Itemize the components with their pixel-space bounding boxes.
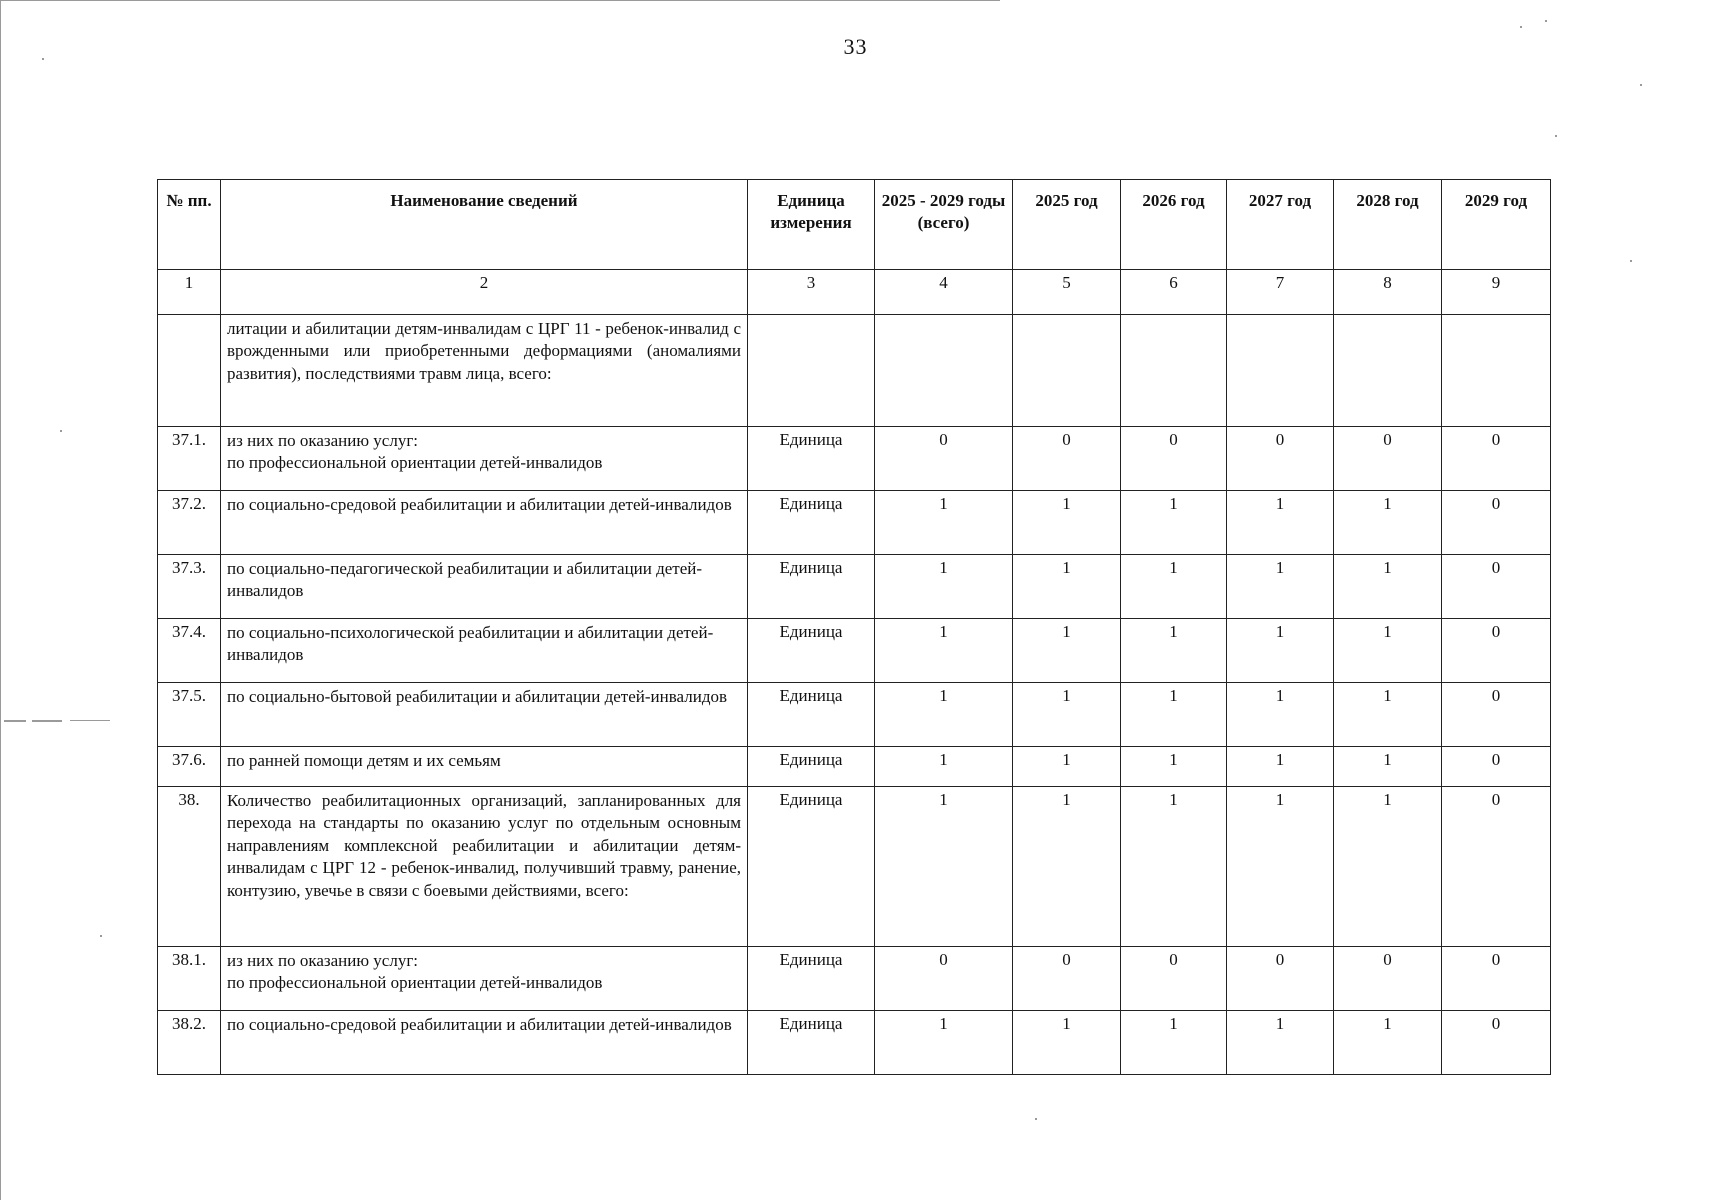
row-value-year: 0 <box>1121 427 1227 491</box>
row-value-year: 0 <box>1013 427 1121 491</box>
scan-dot <box>42 58 44 60</box>
row-value-total: 1 <box>875 555 1013 619</box>
table-row <box>158 491 1551 555</box>
scan-dot <box>1630 260 1632 262</box>
row-value-year: 0 <box>1121 947 1227 1011</box>
row-unit: Единица <box>748 555 875 619</box>
row-value-year <box>1013 315 1121 427</box>
column-index-row <box>158 270 1551 315</box>
column-index: 6 <box>1121 270 1227 315</box>
table-row <box>158 787 1551 947</box>
row-value-year: 1 <box>1227 619 1334 683</box>
scan-dash <box>32 720 62 722</box>
row-unit: Единица <box>748 747 875 787</box>
row-value-year: 1 <box>1013 747 1121 787</box>
row-value-total: 1 <box>875 787 1013 947</box>
page-number: 33 <box>843 34 868 59</box>
scan-border-line <box>0 0 1000 1</box>
table-row <box>158 315 1551 427</box>
row-number: 37.6. <box>158 747 221 787</box>
scan-dot <box>1555 135 1557 137</box>
header-unit: Единица измерения <box>748 180 875 270</box>
data-table <box>157 179 1551 1075</box>
row-value-total <box>875 315 1013 427</box>
row-value-year: 1 <box>1013 1011 1121 1075</box>
row-value-year: 1 <box>1227 1011 1334 1075</box>
row-number: 37.4. <box>158 619 221 683</box>
column-index: 2 <box>221 270 748 315</box>
row-name: из них по оказанию услуг: по профессиональной ориентации детей-инвалидов <box>221 427 748 491</box>
row-value-year: 1 <box>1334 491 1442 555</box>
row-number <box>158 315 221 427</box>
table-row <box>158 619 1551 683</box>
row-value-year <box>1121 315 1227 427</box>
header-2027: 2027 год <box>1227 180 1334 270</box>
row-value-year: 1 <box>1121 683 1227 747</box>
row-value-year: 1 <box>1227 555 1334 619</box>
row-number: 38. <box>158 787 221 947</box>
row-value-year: 0 <box>1442 555 1551 619</box>
header-name: Наименование сведений <box>221 180 748 270</box>
row-unit: Единица <box>748 427 875 491</box>
table-row <box>158 947 1551 1011</box>
table-row <box>158 683 1551 747</box>
row-name: по социально-психологической реабилитации и абилитации детей-инвалидов <box>221 619 748 683</box>
row-unit: Единица <box>748 1011 875 1075</box>
row-name: по социально-педагогической реабилитации и абилитации детей-инвалидов <box>221 555 748 619</box>
row-value-year: 1 <box>1121 787 1227 947</box>
row-value-year: 0 <box>1442 787 1551 947</box>
row-value-year: 1 <box>1334 747 1442 787</box>
row-name: литации и абилитации детям-инвалидам с ЦРГ 11 - ребенок-инвалид с врожденными или приобретенными деформациями (аномалиями развития), последствиями травм лица, всего: <box>221 315 748 427</box>
row-value-year: 1 <box>1334 683 1442 747</box>
row-name: по социально-средовой реабилитации и абилитации детей-инвалидов <box>221 1011 748 1075</box>
row-value-year: 1 <box>1121 747 1227 787</box>
row-value-year: 0 <box>1442 491 1551 555</box>
header-num: № пп. <box>158 180 221 270</box>
row-value-year: 1 <box>1227 491 1334 555</box>
row-number: 37.1. <box>158 427 221 491</box>
row-value-year: 0 <box>1442 683 1551 747</box>
scan-border-line <box>0 0 1 1200</box>
table-row <box>158 555 1551 619</box>
row-value-year: 1 <box>1013 787 1121 947</box>
table-row <box>158 427 1551 491</box>
row-number: 38.2. <box>158 1011 221 1075</box>
row-name: по социально-бытовой реабилитации и абилитации детей-инвалидов <box>221 683 748 747</box>
row-value-year: 1 <box>1121 555 1227 619</box>
scan-dot <box>100 935 102 937</box>
row-number: 37.5. <box>158 683 221 747</box>
scan-dash <box>70 720 110 721</box>
row-value-total: 0 <box>875 427 1013 491</box>
column-index: 8 <box>1334 270 1442 315</box>
row-value-year: 0 <box>1442 427 1551 491</box>
row-unit: Единица <box>748 947 875 1011</box>
row-unit: Единица <box>748 787 875 947</box>
header-2028: 2028 год <box>1334 180 1442 270</box>
row-value-total: 1 <box>875 619 1013 683</box>
scan-dot <box>1520 26 1522 28</box>
scan-dot <box>1640 84 1642 86</box>
scan-dot <box>60 430 62 432</box>
row-value-year <box>1227 315 1334 427</box>
scan-dash <box>4 720 26 722</box>
row-number: 37.2. <box>158 491 221 555</box>
row-value-year: 0 <box>1442 619 1551 683</box>
header-2025: 2025 год <box>1013 180 1121 270</box>
row-value-year: 0 <box>1442 947 1551 1011</box>
row-value-year: 1 <box>1227 683 1334 747</box>
row-name: по ранней помощи детям и их семьям <box>221 747 748 787</box>
row-value-year: 1 <box>1334 787 1442 947</box>
row-unit: Единица <box>748 683 875 747</box>
table-row <box>158 747 1551 787</box>
column-index: 1 <box>158 270 221 315</box>
column-index: 9 <box>1442 270 1551 315</box>
scan-dot <box>1545 20 1547 22</box>
column-index: 5 <box>1013 270 1121 315</box>
row-value-year: 0 <box>1334 427 1442 491</box>
row-value-year: 0 <box>1013 947 1121 1011</box>
row-value-year: 1 <box>1013 619 1121 683</box>
row-value-year: 1 <box>1121 491 1227 555</box>
scan-dot <box>1035 1118 1037 1120</box>
header-2026: 2026 год <box>1121 180 1227 270</box>
row-value-year: 1 <box>1227 787 1334 947</box>
row-unit: Единица <box>748 619 875 683</box>
row-name: по социально-средовой реабилитации и абилитации детей-инвалидов <box>221 491 748 555</box>
column-index: 7 <box>1227 270 1334 315</box>
row-value-year: 0 <box>1227 427 1334 491</box>
row-value-year: 1 <box>1334 619 1442 683</box>
row-value-year: 0 <box>1442 747 1551 787</box>
row-value-year: 1 <box>1334 555 1442 619</box>
row-value-total: 1 <box>875 683 1013 747</box>
row-value-year: 1 <box>1013 555 1121 619</box>
header-total: 2025 - 2029 годы (всего) <box>875 180 1013 270</box>
row-unit: Единица <box>748 491 875 555</box>
column-index: 3 <box>748 270 875 315</box>
row-value-year: 0 <box>1334 947 1442 1011</box>
row-number: 38.1. <box>158 947 221 1011</box>
row-value-year: 1 <box>1334 1011 1442 1075</box>
row-value-year: 0 <box>1227 947 1334 1011</box>
row-value-year: 0 <box>1442 1011 1551 1075</box>
row-value-year <box>1442 315 1551 427</box>
row-value-total: 1 <box>875 491 1013 555</box>
header-row <box>158 180 1551 270</box>
row-value-year: 1 <box>1227 747 1334 787</box>
row-value-year: 1 <box>1121 619 1227 683</box>
row-number: 37.3. <box>158 555 221 619</box>
row-value-total: 0 <box>875 947 1013 1011</box>
row-value-year: 1 <box>1121 1011 1227 1075</box>
header-2029: 2029 год <box>1442 180 1551 270</box>
table-row <box>158 1011 1551 1075</box>
row-value-year: 1 <box>1013 491 1121 555</box>
column-index: 4 <box>875 270 1013 315</box>
row-value-total: 1 <box>875 1011 1013 1075</box>
row-name: Количество реабилитационных организаций, запланированных для перехода на стандарты по оказанию услуг по отдельным основным направлениям комплексной реабилитации и абилитации детям-инвалидам с ЦРГ 12 - ребенок-инвалид, получивший травму, ранение, контузию, увечье в связи с боевыми действиями, всего: <box>221 787 748 947</box>
row-value-total: 1 <box>875 747 1013 787</box>
row-unit <box>748 315 875 427</box>
row-name: из них по оказанию услуг: по профессиональной ориентации детей-инвалидов <box>221 947 748 1011</box>
row-value-year <box>1334 315 1442 427</box>
row-value-year: 1 <box>1013 683 1121 747</box>
